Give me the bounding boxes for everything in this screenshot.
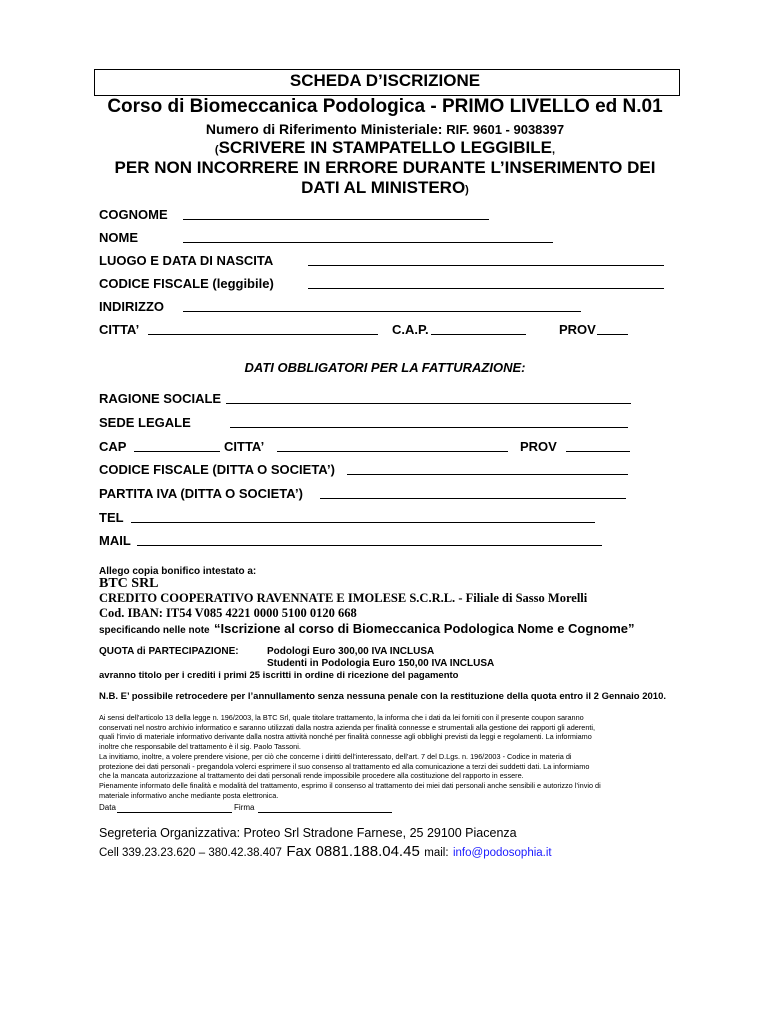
cap-field[interactable] — [431, 334, 526, 335]
fiscal-code-field[interactable] — [308, 288, 664, 289]
warning-line-3: DATI AL MINISTERO) — [301, 178, 469, 197]
warning-line-2: PER NON INCORRERE IN ERRORE DURANTE L’INSERIMENTO DEI — [114, 158, 656, 177]
email-link[interactable]: info@podosophia.it — [452, 847, 552, 859]
mail-field[interactable] — [137, 545, 602, 546]
date-field[interactable] — [117, 812, 232, 813]
beneficiary: BTC SRL — [99, 576, 159, 591]
date-label: Data — [99, 803, 116, 812]
billing-city-field[interactable] — [277, 451, 508, 452]
office-field[interactable] — [230, 427, 628, 428]
signature-label: Firma — [234, 803, 255, 812]
secretariat: Segreteria Organizzativa: Proteo Srl Stradone Farnese, 25 29100 Piacenza — [99, 826, 517, 840]
privacy-text: Ai sensi dell’articolo 13 della legge n. 196/2003, la BTC Srl, quale titolare trattamento, la informa che i dati da lei forniti con il presente coupon saranno conservati nel nostro archivio informatico e saranno utilizzati dalla nostra azienda per finalità connesse e strumentali alla gestione dei rapporti gli aderenti, quali l’invio di materiale informativo derivante dalla nostra attività nonché per finalità connesse agli obblighi previsti da leggi e regolamenti. La informiamo inoltre che responsabile del trattamento è il sig. Paolo Tassoni. La invitiamo, inoltre, a volere prendere visione, per ciò che concerne i diritti dell’interessato, dell’art. 7 del D.Lgs. n. 196/2003 - Codice in materia di protezione dei dati personali - pregandola volerci esprimere il suo consenso al trattamento ed alla comunicazione a terzi dei suddetti dati. La informiamo che la mancata autorizzazione al trattamento dei dati personali rende impossibile procedere alla costituzione del rapporto in essere. Pienamente informato delle finalità e modalità del trattamento, esprimo il consenso al trattamento dei miei dati personali anche sensibili e autorizzo l’invio di materiale informativo anche mediante posta elettronica. — [99, 713, 601, 800]
prov-field[interactable] — [597, 334, 628, 335]
transfer-intro: Allego copia bonifico intestato a: — [99, 566, 257, 577]
ministerial-reference: Numero di Riferimento Ministeriale: RIF. 9601 - 9038397 — [205, 121, 565, 137]
billing-heading: DATI OBBLIGATORI PER LA FATTURAZIONE: — [244, 360, 526, 375]
billing-cap-field[interactable] — [134, 451, 220, 452]
name-field[interactable] — [183, 242, 553, 243]
birth-field[interactable] — [308, 265, 664, 266]
fiscal-code-label: CODICE FISCALE (leggibile) — [99, 276, 274, 291]
signature-field[interactable] — [258, 812, 392, 813]
form-title: SCHEDA D’ISCRIZIONE — [289, 71, 481, 90]
tel-label: TEL — [99, 510, 124, 525]
warning-line-1: (SCRIVERE IN STAMPATELLO LEGGIBILE, — [214, 138, 556, 157]
company-fiscal-code-field[interactable] — [347, 474, 628, 475]
tel-field[interactable] — [131, 522, 595, 523]
fee-students: Studenti in Podologia Euro 150,00 IVA INCLUSA — [267, 658, 495, 669]
fee-label: QUOTA di PARTECIPAZIONE: — [99, 646, 239, 657]
bank-name: CREDITO COOPERATIVO RAVENNATE E IMOLESE S.C.R.L. - Filiale di Sasso Morelli — [99, 591, 588, 605]
company-field[interactable] — [226, 403, 631, 404]
name-label: NOME — [99, 230, 138, 245]
fee-podiatrists: Podologi Euro 300,00 IVA INCLUSA — [267, 646, 435, 657]
billing-prov-field[interactable] — [566, 451, 630, 452]
city-label: CITTA’ — [99, 322, 140, 337]
prov-label: PROV — [559, 322, 596, 337]
city-field[interactable] — [148, 334, 378, 335]
billing-cap-label: CAP — [99, 439, 127, 454]
course-title: Corso di Biomeccanica Podologica - PRIMO LIVELLO ed N.01 — [107, 96, 663, 117]
vat-field[interactable] — [320, 498, 626, 499]
billing-city-label: CITTA’ — [224, 439, 265, 454]
birth-label: LUOGO E DATA DI NASCITA — [99, 253, 274, 268]
office-label: SEDE LEGALE — [99, 415, 191, 430]
address-field[interactable] — [183, 311, 581, 312]
iban: Cod. IBAN: IT54 V085 4221 0000 5100 0120 668 — [99, 606, 357, 620]
vat-label: PARTITA IVA (DITTA O SOCIETA’) — [99, 486, 303, 501]
credits-note: avranno titolo per i crediti i primi 25 iscritti in ordine di ricezione del pagamento — [99, 670, 459, 681]
surname-label: COGNOME — [99, 207, 168, 222]
transfer-note: specificando nelle note “Iscrizione al corso di Biomeccanica Podologica Nome e Cognome” — [99, 621, 635, 636]
mail-label: MAIL — [99, 533, 131, 548]
address-label: INDIRIZZO — [99, 299, 164, 314]
billing-prov-label: PROV — [520, 439, 557, 454]
cap-label: C.A.P. — [392, 322, 429, 337]
company-label: RAGIONE SOCIALE — [99, 391, 222, 406]
company-fiscal-code-label: CODICE FISCALE (DITTA O SOCIETA’) — [99, 462, 335, 477]
contacts: Cell 339.23.23.620 – 380.42.38.407 Fax 0881.188.04.45 mail: info@podosophia.it — [99, 843, 552, 860]
cancellation-note: N.B. E’ possibile retrocedere per l’annullamento senza nessuna penale con la restituzione della quota entro il 2 Gennaio 2010. — [99, 691, 666, 702]
surname-field[interactable] — [183, 219, 489, 220]
